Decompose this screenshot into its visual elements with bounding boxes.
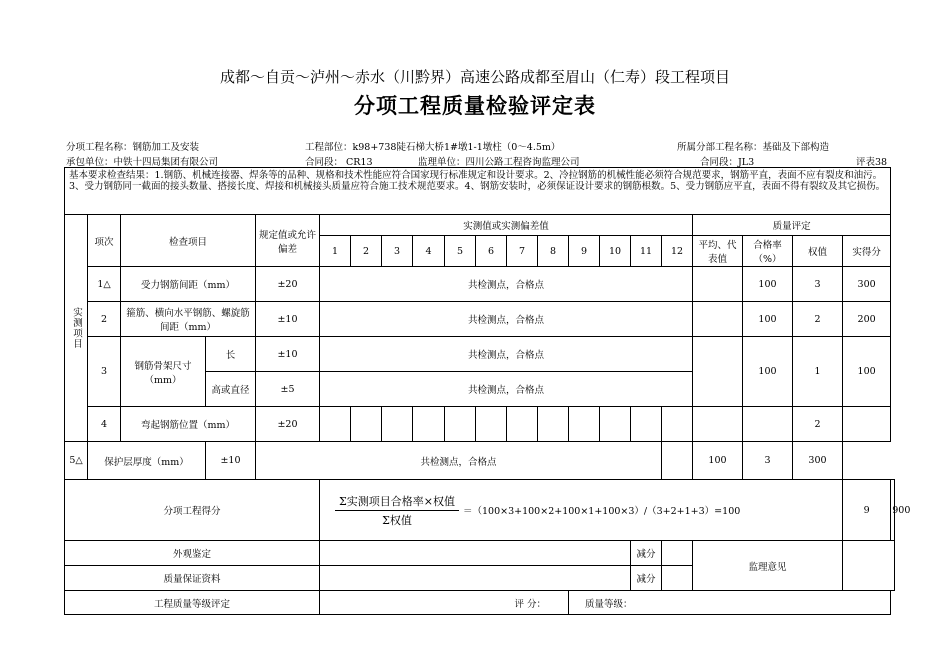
measured-cell [600, 407, 631, 442]
header-col: 12 [662, 236, 693, 267]
header-col: 7 [507, 236, 538, 267]
sub-item: 长 [206, 337, 256, 372]
measured-cell [320, 407, 351, 442]
spec-value: ±5 [256, 372, 320, 407]
work-location: 工程部位：k98+738陡石梯大桥1#墩1-1墩柱（0～4.5m） [305, 142, 561, 153]
spec-value: ±20 [256, 267, 320, 302]
formula-numerator: Σ实测项目合格率×权值 [335, 493, 459, 511]
measured-cell [445, 407, 476, 442]
header-col: 9 [569, 236, 600, 267]
measured-cell [631, 407, 662, 442]
total-weight: 9 [843, 480, 891, 541]
score [843, 407, 891, 442]
measured-cell [382, 407, 413, 442]
score: 200 [843, 302, 891, 337]
avg-value [693, 267, 743, 302]
pass-rate: 100 [743, 267, 793, 302]
avg-value [693, 407, 743, 442]
score: 300 [843, 267, 891, 302]
appearance-label: 外观鉴定 [65, 541, 320, 566]
table-row [65, 442, 895, 480]
formula-denominator: Σ权值 [382, 513, 412, 527]
weight: 2 [793, 407, 843, 442]
header-col: 1 [320, 236, 351, 267]
header-score: 实得分 [843, 236, 891, 267]
header-check-item: 检查项目 [121, 215, 256, 267]
header-col: 11 [631, 236, 662, 267]
header-pass-rate: 合格率（%） [743, 236, 793, 267]
avg-value [693, 337, 743, 407]
measured-cell [507, 407, 538, 442]
check-item: 弯起钢筋位置（mm） [121, 407, 256, 442]
measured-cell [662, 407, 693, 442]
header-col: 3 [382, 236, 413, 267]
measured-cell [569, 407, 600, 442]
appearance-value [320, 541, 631, 566]
header-item-no: 项次 [88, 215, 121, 267]
measured-cell [413, 407, 445, 442]
header-spec: 规定值或允许偏差 [256, 215, 320, 267]
spec-value: ±10 [206, 442, 256, 480]
table-row [65, 407, 895, 442]
measured-values: 共检测点，合格点 [320, 372, 693, 407]
docs-label: 质量保证资料 [65, 566, 320, 591]
weight: 3 [793, 267, 843, 302]
header-avg: 平均、代表值 [693, 236, 743, 267]
measured-cell [538, 407, 569, 442]
total-score: 900 [891, 480, 895, 541]
measured-cell [351, 407, 382, 442]
docs-value [320, 566, 631, 591]
measured-values: 共检测点，合格点 [256, 442, 662, 480]
spec-value: ±10 [256, 337, 320, 372]
table-row [65, 337, 895, 372]
header-weight: 权值 [793, 236, 843, 267]
contract-section: 合同段： CR13 [305, 157, 373, 168]
grade-eval-label: 工程质量等级评定 [65, 591, 320, 615]
measured-values: 共检测点，合格点 [320, 267, 693, 302]
project-title: 成都～自贡～泸州～赤水（川黔界）高速公路成都至眉山（仁寿）段工程项目 [219, 68, 730, 86]
inspection-table [64, 167, 911, 615]
weight: 2 [793, 302, 843, 337]
deduct-value [662, 566, 693, 591]
header-quality: 质量评定 [693, 215, 891, 236]
form-title: 分项工程质量检验评定表 [354, 93, 596, 118]
rating-label: 评 分： [320, 591, 569, 615]
header-col: 2 [351, 236, 382, 267]
item-no: 5△ [65, 442, 88, 480]
table-row [65, 267, 895, 302]
summary-row [65, 480, 895, 541]
spec-value: ±10 [256, 302, 320, 337]
pass-rate: 100 [743, 337, 793, 407]
basic-requirements: 基本要求检查结果：1.钢筋、机械连接器、焊条等的品种、规格和技术性能应符合国家现行标准规定和设计要求。2、冷拉钢筋的机械性能必须符合规范要求，钢筋平直，表面不应有裂皮和油污。3、受力钢筋同一截面的接头数量、搭接长度、焊接和机械接头质量应符合施工技术规范要求。4、钢筋安装时，必须保证设计要求的钢筋根数。5、受力钢筋应平直，表面不得有裂纹及其它损伤。 [65, 168, 891, 215]
header-col: 5 [445, 236, 476, 267]
avg-value [693, 302, 743, 337]
header-col: 6 [476, 236, 507, 267]
item-no: 4 [88, 407, 121, 442]
score: 300 [793, 442, 843, 480]
spec-value: ±20 [256, 407, 320, 442]
contractor: 承包单位：中铁十四局集团有限公司 [66, 157, 219, 168]
score: 100 [843, 337, 891, 407]
form-number: 评表38 [856, 157, 888, 168]
item-no: 2 [88, 302, 121, 337]
measured-values: 共检测点，合格点 [320, 337, 693, 372]
weight: 1 [793, 337, 843, 407]
item-no: 3 [88, 337, 121, 407]
sub-project-name: 分项工程名称：钢筋加工及安装 [66, 142, 200, 153]
check-item: 受力钢筋间距（mm） [121, 267, 256, 302]
score-formula [320, 480, 843, 541]
sub-item: 高或直径 [206, 372, 256, 407]
supervision-contract: 合同段：JL3 [700, 157, 755, 168]
division-name: 所属分部工程名称：基础及下部构造 [677, 142, 830, 153]
supervision-opinion-value [843, 541, 895, 591]
deduct-label: 减分 [631, 566, 662, 591]
header-col: 8 [538, 236, 569, 267]
summary-label: 分项工程得分 [65, 480, 320, 541]
check-item: 箍筋、横向水平钢筋、螺旋筋间距（mm） [121, 302, 256, 337]
header-col: 4 [413, 236, 445, 267]
check-item: 保护层厚度（mm） [88, 442, 206, 480]
pass-rate [743, 407, 793, 442]
formula-calculation: ＝（100×3+100×2+100×1+100×3）/（3+2+1+3）=100 [463, 506, 741, 517]
group-label: 实测项目 [65, 215, 88, 442]
deduct-value [662, 541, 693, 566]
deduct-label: 减分 [631, 541, 662, 566]
check-item: 钢筋骨架尺寸（mm） [121, 337, 206, 407]
measured-cell [476, 407, 507, 442]
pass-rate: 100 [743, 302, 793, 337]
pass-rate: 100 [693, 442, 743, 480]
quality-level-label: 质量等级： [569, 591, 891, 615]
header-measured: 实测值或实测偏差值 [320, 215, 693, 236]
header-col: 10 [600, 236, 631, 267]
supervisor: 监理单位：四川公路工程咨询监理公司 [418, 157, 580, 168]
weight: 3 [743, 442, 793, 480]
avg-value [662, 442, 693, 480]
supervision-opinion-label: 监理意见 [693, 541, 843, 591]
table-row [65, 302, 895, 337]
item-no: 1△ [88, 267, 121, 302]
measured-values: 共检测点，合格点 [320, 302, 693, 337]
